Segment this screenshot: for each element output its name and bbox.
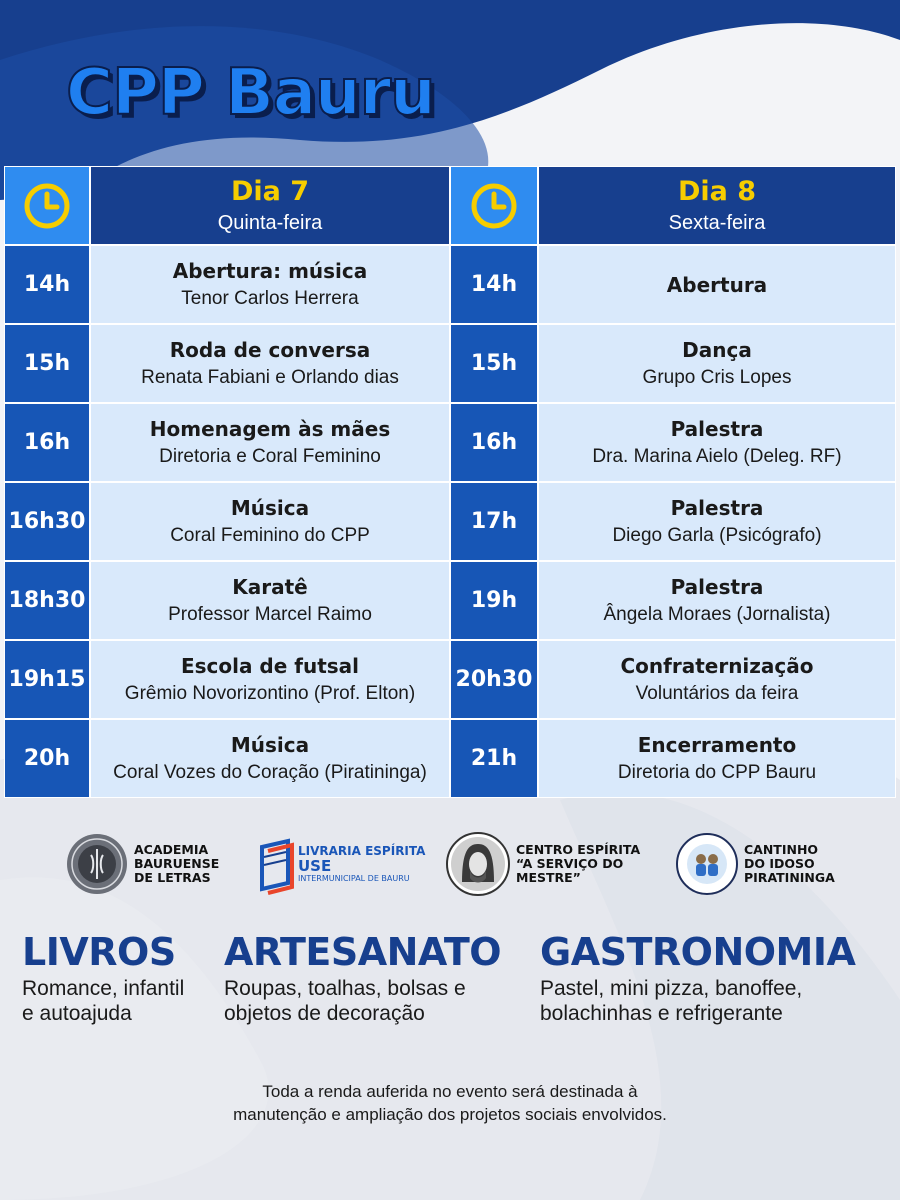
activity-title: Palestra	[670, 574, 764, 599]
activity-cell	[538, 719, 896, 798]
partner-academia	[66, 828, 219, 900]
category-artesanato	[224, 930, 501, 1026]
activity-title: Abertura	[666, 272, 768, 297]
schedule-row	[4, 403, 896, 482]
time-cell: 20h	[4, 719, 90, 798]
category-line: Roupas, toalhas, bolsas e	[224, 977, 466, 1000]
partner-centro	[446, 828, 640, 900]
activity-cell	[90, 245, 450, 324]
schedule-row	[4, 561, 896, 640]
partner-livraria	[258, 828, 425, 900]
partner-line: “A SERVIÇO DO	[516, 856, 624, 871]
partner-line: MESTRE”	[516, 870, 581, 885]
day2-subtitle: Sexta-feira	[668, 211, 766, 234]
activity-title: Homenagem às mães	[149, 416, 391, 441]
category-line: Pastel, mini pizza, banoffee,	[540, 977, 803, 1000]
livraria-logo	[258, 833, 425, 895]
schedule-row	[4, 640, 896, 719]
time-cell: 16h	[4, 403, 90, 482]
activity-cell	[538, 482, 896, 561]
day1-header	[90, 166, 450, 245]
clock-icon	[450, 166, 538, 245]
activity-subtitle: Voluntários da feira	[635, 682, 799, 704]
activity-subtitle: Coral Vozes do Coração (Piratininga)	[113, 761, 427, 783]
activity-title: Palestra	[670, 416, 764, 441]
activity-title: Palestra	[670, 495, 764, 520]
activity-subtitle: Diretoria do CPP Bauru	[617, 761, 817, 783]
partner-line: PIRATININGA	[744, 870, 835, 885]
activity-title: Encerramento	[637, 732, 797, 757]
time-cell: 15h	[450, 324, 538, 403]
time-cell: 14h	[4, 245, 90, 324]
activity-title: Dança	[682, 337, 752, 362]
activity-cell	[538, 245, 896, 324]
activity-title: Confraternização	[620, 653, 814, 678]
partners-bar	[0, 828, 900, 908]
footer-note	[0, 1080, 900, 1126]
partner-cantinho	[676, 828, 835, 900]
time-cell: 16h30	[4, 482, 90, 561]
activity-subtitle: Grêmio Novorizontino (Prof. Elton)	[124, 682, 416, 704]
category-description	[224, 976, 501, 1026]
time-cell: 15h	[4, 324, 90, 403]
schedule-row	[4, 245, 896, 324]
day1-title: Dia 7	[230, 175, 310, 207]
partner-line: USE	[298, 857, 332, 875]
activity-title: Música	[230, 495, 310, 520]
activity-cell	[538, 403, 896, 482]
time-cell: 19h	[450, 561, 538, 640]
activity-subtitle: Professor Marcel Raimo	[168, 603, 372, 625]
partner-centro-text	[516, 843, 640, 885]
cantinho-seal-icon	[676, 833, 738, 895]
partner-cantinho-text	[744, 843, 835, 885]
activity-cell	[90, 561, 450, 640]
activity-cell	[90, 640, 450, 719]
partner-line: CANTINHO	[744, 842, 819, 857]
activity-cell	[538, 561, 896, 640]
category-title: LIVROS	[22, 930, 176, 974]
book-logo-icon	[258, 833, 294, 895]
schedule-row	[4, 719, 896, 798]
category-title: ARTESANATO	[224, 930, 502, 974]
category-title: GASTRONOMIA	[540, 930, 856, 974]
category-gastronomia	[540, 930, 855, 1026]
category-line: Romance, infantil	[22, 977, 185, 1000]
partner-line: CENTRO ESPÍRITA	[516, 842, 641, 857]
activity-cell	[90, 324, 450, 403]
time-cell: 16h	[450, 403, 538, 482]
activity-subtitle: Dra. Marina Aielo (Deleg. RF)	[592, 445, 842, 467]
activity-subtitle: Grupo Cris Lopes	[642, 366, 792, 388]
category-description	[22, 976, 184, 1026]
category-livros	[22, 930, 184, 1026]
clock-icon	[4, 166, 90, 245]
page-title: CPP Bauru	[66, 56, 435, 130]
activity-subtitle: Diretoria e Coral Feminino	[159, 445, 381, 467]
schedule-header-row	[4, 166, 896, 245]
category-line: bolachinhas e refrigerante	[540, 1002, 783, 1025]
schedule-row	[4, 482, 896, 561]
activity-title: Escola de futsal	[180, 653, 360, 678]
partner-line: INTERMUNICIPAL DE BAURU	[298, 874, 410, 883]
time-cell: 14h	[450, 245, 538, 324]
activity-subtitle: Renata Fabiani e Orlando dias	[141, 366, 399, 388]
activity-subtitle: Coral Feminino do CPP	[170, 524, 370, 546]
partner-line: DO IDOSO	[744, 856, 815, 871]
time-cell: 19h15	[4, 640, 90, 719]
academia-seal-icon	[66, 833, 128, 895]
partner-line: BAURUENSE	[134, 856, 220, 871]
activity-title: Música	[230, 732, 310, 757]
footer-line: Toda a renda auferida no evento será destinada à	[262, 1082, 638, 1101]
partner-line: DE LETRAS	[134, 870, 211, 885]
day2-header	[538, 166, 896, 245]
time-cell: 18h30	[4, 561, 90, 640]
activity-cell	[90, 403, 450, 482]
activity-cell	[538, 324, 896, 403]
partner-line: LIVRARIA ESPÍRITA	[298, 844, 426, 858]
livraria-text	[298, 844, 425, 884]
activity-title: Abertura: música	[172, 258, 368, 283]
category-description	[540, 976, 855, 1026]
day2-title: Dia 8	[677, 175, 757, 207]
activity-cell	[538, 640, 896, 719]
category-line: objetos de decoração	[224, 1002, 425, 1025]
activity-cell	[90, 719, 450, 798]
activity-subtitle: Ângela Moraes (Jornalista)	[603, 603, 831, 625]
activity-title: Karatê	[232, 574, 308, 599]
activity-title: Roda de conversa	[169, 337, 371, 362]
activity-cell	[90, 482, 450, 561]
activity-subtitle: Tenor Carlos Herrera	[181, 287, 359, 309]
time-cell: 21h	[450, 719, 538, 798]
schedule-table	[4, 166, 896, 798]
partner-line: ACADEMIA	[134, 842, 209, 857]
time-cell: 17h	[450, 482, 538, 561]
category-line: e autoajuda	[22, 1002, 132, 1025]
day1-subtitle: Quinta-feira	[217, 211, 323, 234]
portrait-icon	[446, 832, 510, 896]
footer-line: manutenção e ampliação dos projetos sociais envolvidos.	[233, 1105, 667, 1124]
time-cell: 20h30	[450, 640, 538, 719]
activity-subtitle: Diego Garla (Psicógrafo)	[612, 524, 822, 546]
partner-academia-text	[134, 843, 219, 885]
schedule-row	[4, 324, 896, 403]
